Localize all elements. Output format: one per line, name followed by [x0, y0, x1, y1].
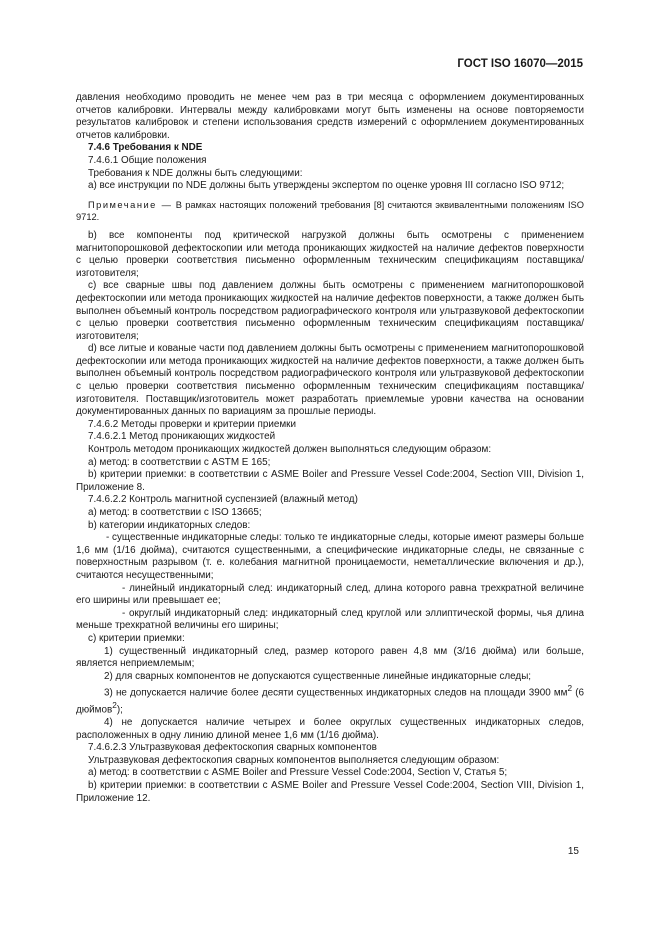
section-heading: 7.4.6 Требования к NDE [88, 142, 203, 154]
list-item: а) метод: в соответствии с ASME Boiler and Pressure Vessel Code:2004, Section V, Статья 5; [88, 767, 508, 779]
superscript: 2 [112, 701, 117, 711]
list-item: b) критерии приемки: в соответствии с ASME Boiler and Pressure Vessel Code:2004, Section VIII, Division 1, Приложение 8. [76, 469, 584, 493]
list-item: - линейный индикаторный след: индикаторный след, длина которого равна трехкратной величине его ширины или превышает ее; [76, 582, 584, 607]
paragraph: Контроль методом проникающих жидкостей должен выполняться следующим образом: [88, 444, 492, 456]
superscript: 2 [567, 684, 573, 694]
page-number: 15 [567, 846, 579, 857]
note-label: Примечание — [88, 199, 173, 210]
list-item: 1) существенный индикаторный след, размер которого равен 4,8 мм (3/16 дюйма) или больше, является неприемлемым; [76, 645, 584, 670]
document-body [76, 92, 584, 805]
subsection-heading: 7.4.6.2.2 Контроль магнитной суспензией (влажный метод) [88, 494, 358, 506]
list-item: 2) для сварных компонентов не допускаются существенные линейные индикаторные следы; [104, 670, 532, 682]
list-item-text: ); [116, 704, 123, 716]
list-item: а) метод: в соответствии с ASTM E 165; [88, 456, 271, 468]
list-item: d) все литые и кованые части под давлением должны быть осмотрены с применением магнитопорошковой дефектоскопии или метода проникающих жидкостей на наличие дефектов поверхности, а также должен быть выполнен объемный контроль посредством радиографического контроля или ультразвуковой дефектоскопии с целью проверки соответствия письменно оформленным техническим спецификациям поставщика/изготовителя. Поставщик/изготовитель может разработать приемлемые уровни качества на основании документированных данных по вариациям за прошлые периоды. [76, 343, 584, 418]
list-item [76, 683, 584, 717]
list-item-text: (6 дюймов [76, 687, 584, 716]
list-item: b) критерии приемки: в соответствии с ASME Boiler and Pressure Vessel Code:2004, Section VIII, Division 1, Приложение 12. [76, 780, 584, 804]
note [76, 199, 584, 224]
subsection-heading: 7.4.6.2.3 Ультразвуковая дефектоскопия сварных компонентов [88, 742, 377, 754]
paragraph: Ультразвуковая дефектоскопия сварных компонентов выполняется следующим образом: [88, 754, 500, 766]
list-item: с) критерии приемки: [88, 632, 185, 644]
subsection-heading: 7.4.6.2 Методы проверки и критерии приемки [88, 418, 296, 430]
note-text: В рамках настоящих положений требования [8] считаются эквивалентными положениям ISO 9712. [76, 199, 584, 223]
list-item: а) метод: в соответствии с ISO 13665; [88, 507, 262, 518]
list-item: 4) не допускается наличие четырех и более округлых существенных индикаторных следов, расположенных в одну линию длиной менее 1,6 мм (1/16 дюйма). [76, 717, 584, 741]
document-header: ГОСТ ISO 16070—2015 [457, 58, 583, 70]
list-item: с) все сварные швы под давлением должны быть осмотрены с применением магнитопорошковой дефектоскопии или метода проникающих жидкостей на наличие дефектов поверхности, а также должен быть выполнен объемный контроль посредством радиографического контроля или ультразвуковой дефектоскопии с целью проверки соответствия письменно оформленным техническим спецификациям поставщика/изготовителя; [76, 280, 584, 342]
list-item: - округлый индикаторный след: индикаторный след круглой или эллиптической формы, чья длина меньше трехкратной величины его ширины; [76, 607, 584, 632]
subsection-heading: 7.4.6.1 Общие положения [88, 154, 207, 166]
paragraph: давления необходимо проводить не менее чем раз в три месяца с оформлением документированных отчетов калибровки. Интервалы между калибровками могут быть изменены на основе повторяемости результатов калибровок и степени использования средств измерений с оформлением документированных отчетов калибровки. [76, 92, 584, 141]
list-item: b) категории индикаторных следов: [88, 519, 251, 531]
paragraph: Требования к NDE должны быть следующими: [88, 167, 303, 179]
list-item-text: 3) не допускается наличие более десяти существенных индикаторных следов на площади 3900 мм [104, 687, 568, 699]
subsection-heading: 7.4.6.2.1 Метод проникающих жидкостей [88, 431, 276, 443]
list-item: - существенные индикаторные следы: только те индикаторные следы, которые имеют размеры больше 1,6 мм (1/16 дюйма), считаются существенными, а специфические индикаторные следы, не связанные с поверхностным разрывом (т. е. колебания магнитной проницаемости, неметаллические включения и др.), считаются несущественными; [76, 532, 584, 581]
list-item: b) все компоненты под критической нагрузкой должны быть осмотрены с применением магнитопорошковой дефектоскопии или метода проникающих жидкостей на наличие дефектов поверхности с целью проверки соответствия письменно оформленным техническим спецификациям поставщика/изготовителя; [76, 229, 584, 279]
list-item: а) все инструкции по NDE должны быть утверждены экспертом по оценке уровня III согласно ISO 9712; [88, 180, 565, 192]
